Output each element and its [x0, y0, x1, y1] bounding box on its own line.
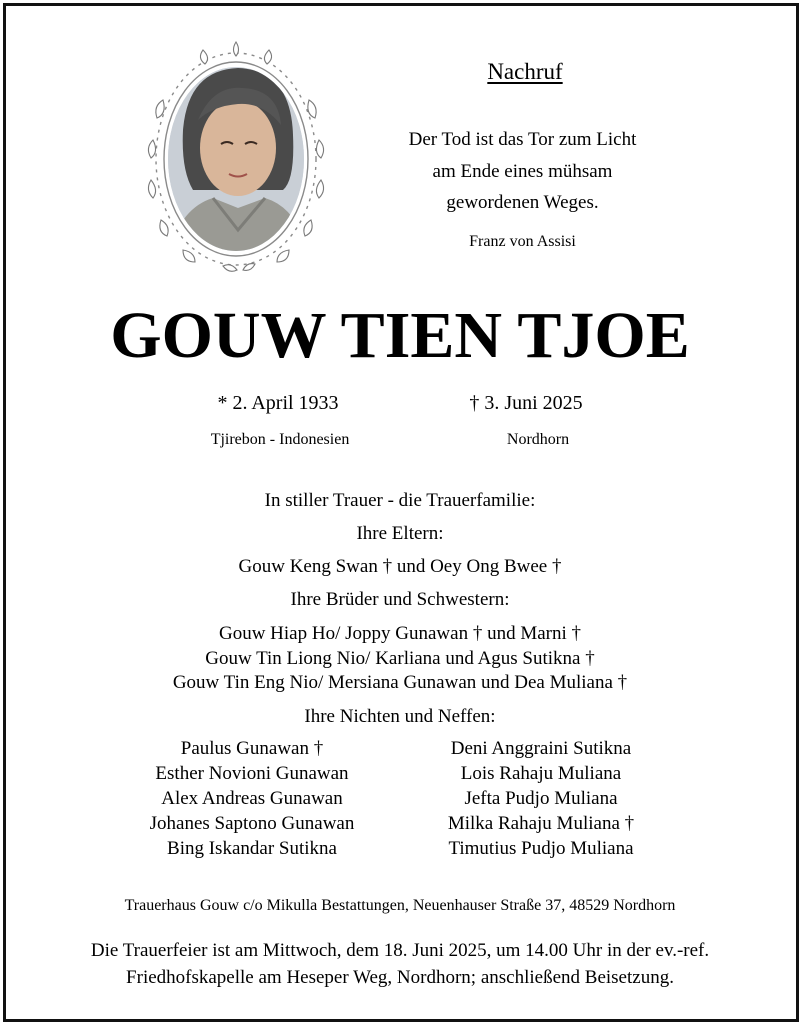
birth-date: * 2. April 1933 [217, 392, 339, 414]
quote-line: Der Tod ist das Tor zum Licht [408, 129, 637, 150]
portrait-photo [143, 40, 329, 278]
funeral-ceremony-info [20, 937, 780, 991]
siblings-list [0, 622, 800, 696]
quote-line: gewordenen Weges. [446, 192, 599, 213]
list-item: Alex Andreas Gunawan [161, 788, 343, 809]
list-item: Bing Iskandar Sutikna [167, 838, 337, 859]
quote [370, 124, 675, 219]
ceremony-line: Friedhofskapelle am Heseper Weg, Nordhorn; anschließend Beisetzung. [126, 967, 674, 988]
parents-label: Ihre Eltern: [356, 523, 444, 544]
nieces-label: Ihre Nichten und Neffen: [304, 706, 496, 727]
ceremony-line: Die Trauerfeier ist am Mittwoch, dem 18. Juni 2025, um 14.00 Uhr in der ev.-ref. [90, 940, 710, 961]
parents: Gouw Keng Swan † und Oey Ong Bwee † [238, 556, 562, 577]
siblings-label: Ihre Brüder und Schwestern: [290, 589, 510, 610]
list-item: Gouw Tin Eng Nio/ Mersiana Gunawan und Dea Muliana † [172, 672, 628, 693]
list-item: Milka Rahaju Muliana † [447, 813, 635, 834]
list-item: Gouw Tin Liong Nio/ Karliana und Agus Sutikna † [205, 647, 595, 669]
list-item: Esther Novioni Gunawan [155, 763, 349, 784]
list-item: Lois Rahaju Muliana [460, 763, 622, 784]
quote-author: Franz von Assisi [469, 233, 576, 250]
list-item: Gouw Hiap Ho/ Joppy Gunawan † und Marni † [218, 623, 581, 644]
floral-wreath-frame [143, 40, 329, 278]
nieces-left-column [102, 736, 402, 861]
death-date: † 3. Juni 2025 [469, 392, 583, 414]
heading-nachruf: Nachruf [487, 59, 563, 84]
nieces-right-column [391, 736, 691, 861]
death-place: Nordhorn [506, 431, 570, 448]
deceased-name: GOUW TIEN TJOE [110, 299, 690, 372]
quote-line: am Ende eines mühsam [432, 160, 613, 182]
list-item: Jefta Pudjo Muliana [464, 788, 618, 809]
birth-place: Tjirebon - Indonesien [210, 431, 350, 448]
mourning-house-address: Trauerhaus Gouw c/o Mikulla Bestattungen, Neuenhauser Straße 37, 48529 Nordhorn [124, 897, 676, 914]
family-intro: In stiller Trauer - die Trauerfamilie: [264, 490, 536, 511]
list-item: Deni Anggraini Sutikna [450, 738, 632, 759]
portrait-woman [143, 40, 329, 278]
list-item: Paulus Gunawan † [180, 738, 324, 759]
list-item: Timutius Pudjo Muliana [448, 838, 634, 859]
list-item: Johanes Saptono Gunawan [149, 813, 355, 834]
